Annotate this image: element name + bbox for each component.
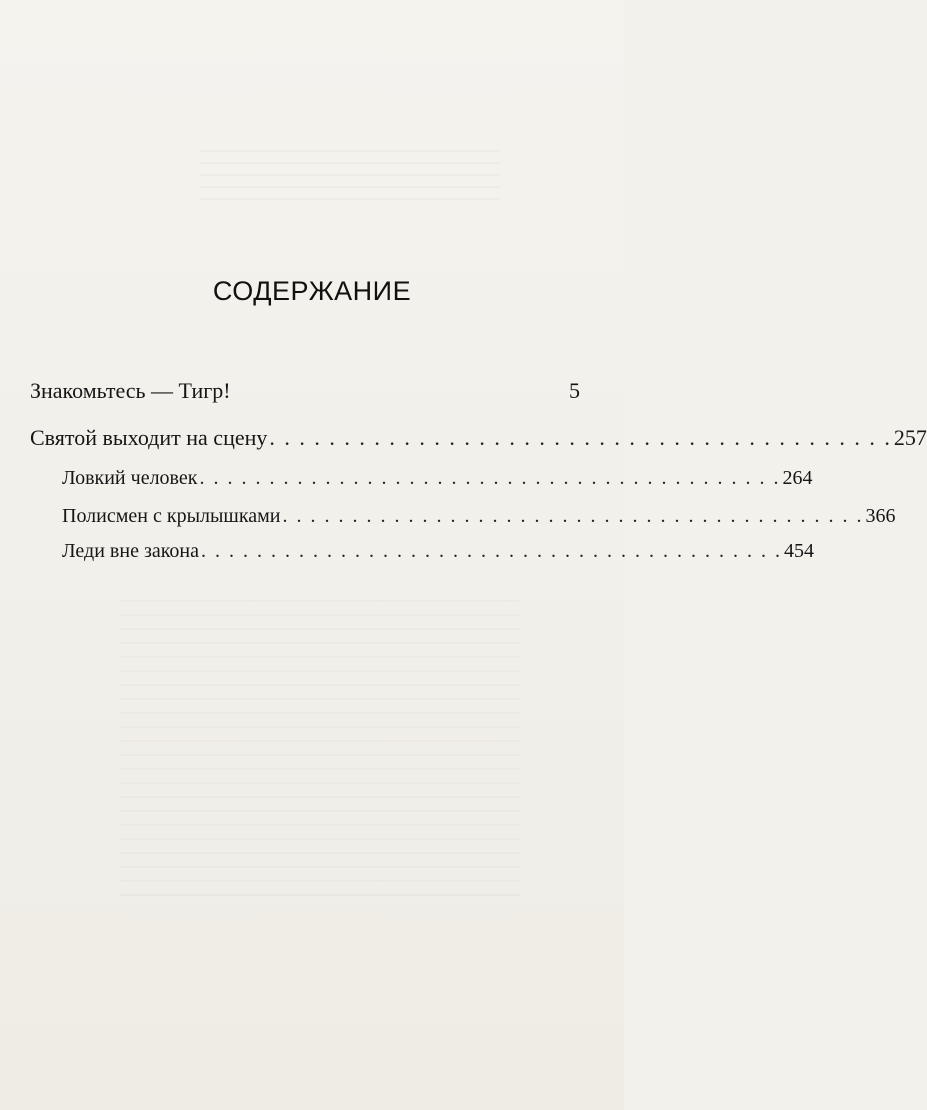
page-title: СОДЕРЖАНИЕ [212,276,412,306]
toc-entry [62,505,896,528]
toc-entry-page: 454 [784,540,815,562]
toc-entry-title: Знакомьтесь — Тигр! [30,378,231,403]
toc-entry [30,378,580,404]
toc-entry-title: Леди вне закона [62,540,200,562]
toc-entry-page: 264 [782,467,813,489]
toc-entry-page: 5 [569,378,580,403]
dot-leader: . . . . . . . . . . . . . . . . . . . . . . . . . . . . . . . . . . . . . . . . . . [269,425,892,450]
dot-leader: . . . . . . . . . . . . . . . . . . . . . . . . . . . . . . . . . . . . . . . . . . [282,505,864,527]
toc-entry-title: Святой выходит на сцену [30,425,268,450]
toc-entry-page: 366 [865,505,896,527]
toc-entry-title: Полисмен с крылышками [62,505,281,527]
toc-entry [30,425,927,451]
toc-entry [62,467,813,490]
show-through-texture [200,150,500,210]
toc-entry-title: Ловкий человек [62,467,198,489]
show-through-texture [120,600,520,900]
dot-leader: . . . . . . . . . . . . . . . . . . . . . . . . . . . . . . . . . . . . . . . . . . [201,540,783,562]
toc-entry-page: 257 [893,425,927,450]
toc-entry [62,540,815,563]
dot-leader: . . . . . . . . . . . . . . . . . . . . . . . . . . . . . . . . . . . . . . . . . . [199,467,781,489]
